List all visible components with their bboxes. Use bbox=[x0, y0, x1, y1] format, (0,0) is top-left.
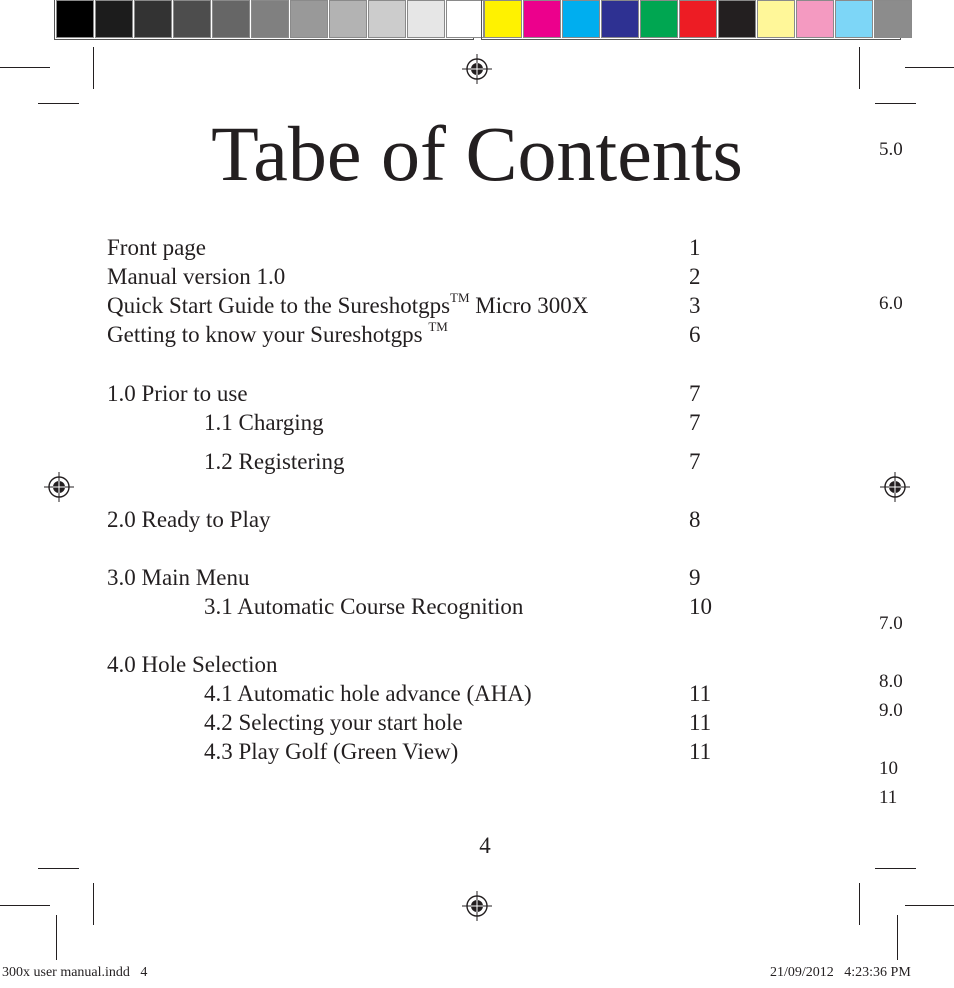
toc-page-number: 9 bbox=[689, 565, 701, 590]
toc-entry[interactable] bbox=[204, 680, 532, 708]
toc-page-number: 3 bbox=[689, 293, 701, 318]
toc-entry-label: Quick Start Guide to the Sureshotgps bbox=[107, 293, 451, 318]
toc-entry-label: 4.1 Automatic hole advance (AHA) bbox=[204, 681, 532, 706]
facing-page-section-number: 9.0 bbox=[879, 700, 903, 721]
toc-entry[interactable] bbox=[107, 506, 271, 534]
page-number: 4 bbox=[479, 833, 491, 858]
toc-page-number: 11 bbox=[689, 681, 712, 706]
toc-page-number: 2 bbox=[689, 264, 701, 289]
toc-entry-label: 1.1 Charging bbox=[204, 410, 324, 435]
toc-page-number: 7 bbox=[689, 449, 701, 474]
toc-page-number: 11 bbox=[689, 710, 712, 735]
toc-entry[interactable] bbox=[107, 380, 248, 408]
toc-entry-label-suffix: Micro 300X bbox=[469, 293, 589, 318]
facing-page-section-number: 5.0 bbox=[879, 139, 903, 160]
trademark-mark: TM bbox=[428, 319, 448, 335]
toc-entry[interactable] bbox=[204, 448, 345, 476]
toc-entry-label: 4.2 Selecting your start hole bbox=[204, 710, 463, 735]
toc-page-number: 11 bbox=[689, 739, 712, 764]
facing-page-section-number: 6.0 bbox=[879, 293, 903, 314]
toc-entry-label: 4.3 Play Golf (Green View) bbox=[204, 739, 459, 764]
toc-entry-label: 1.0 Prior to use bbox=[107, 381, 248, 406]
toc-entry[interactable] bbox=[204, 409, 324, 437]
trademark-mark: TM bbox=[450, 290, 470, 306]
toc-entry[interactable] bbox=[204, 709, 463, 737]
slug-filename: 300x user manual.indd 4 bbox=[2, 965, 148, 980]
toc-entry-label: 4.0 Hole Selection bbox=[107, 652, 278, 677]
facing-page-section-number: 10 bbox=[879, 758, 898, 779]
page-title: Tabe of Contents bbox=[211, 110, 743, 197]
facing-page-section-number: 11 bbox=[879, 787, 898, 808]
toc-entry[interactable] bbox=[107, 651, 278, 679]
toc-page-number: 8 bbox=[689, 507, 701, 532]
slug-timestamp: 21/09/2012 4:23:36 PM bbox=[770, 965, 911, 980]
toc-page-number: 6 bbox=[689, 322, 701, 347]
toc-entry[interactable] bbox=[107, 234, 206, 262]
toc-entry-label: 2.0 Ready to Play bbox=[107, 507, 271, 532]
toc-entry-label: 3.1 Automatic Course Recognition bbox=[204, 594, 524, 619]
facing-page-section-number: 8.0 bbox=[879, 671, 903, 692]
toc-entry[interactable] bbox=[107, 321, 448, 349]
toc-entry-label: Manual version 1.0 bbox=[107, 264, 286, 289]
toc-entry[interactable] bbox=[107, 564, 249, 592]
toc-entry[interactable] bbox=[204, 593, 523, 621]
toc-entry-label: 1.2 Registering bbox=[204, 449, 345, 474]
toc-entry-label: 3.0 Main Menu bbox=[107, 565, 250, 590]
toc-entry-label: Front page bbox=[107, 235, 207, 260]
toc-entry[interactable] bbox=[107, 292, 588, 320]
toc-entry-label: Getting to know your Sureshotgps bbox=[107, 322, 429, 347]
toc-page-number: 10 bbox=[689, 594, 712, 619]
toc-entry[interactable] bbox=[204, 738, 458, 766]
toc-page-number: 7 bbox=[689, 381, 701, 406]
facing-page-section-number: 7.0 bbox=[879, 613, 903, 634]
toc-page-number: 1 bbox=[689, 235, 701, 260]
toc-page-number: 7 bbox=[689, 410, 701, 435]
toc-entry[interactable] bbox=[107, 263, 285, 291]
